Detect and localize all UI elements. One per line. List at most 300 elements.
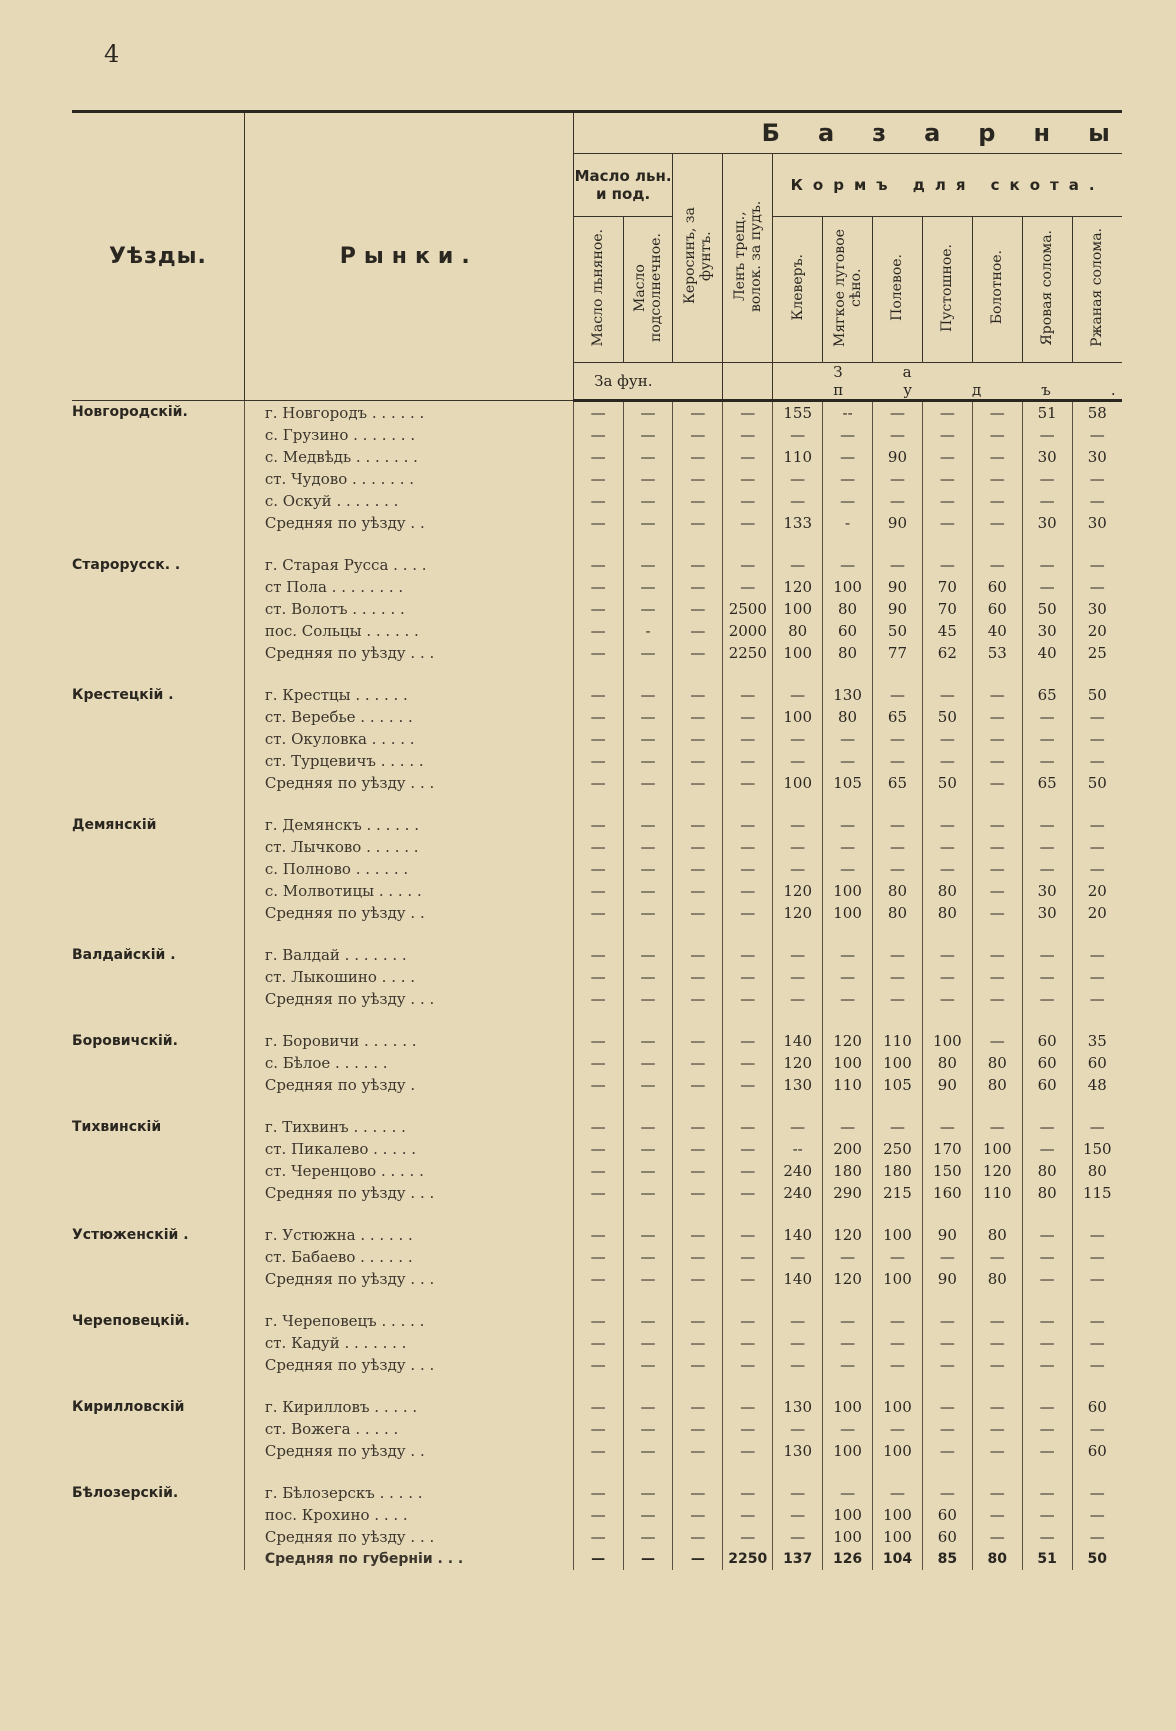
value-cell: — — [573, 446, 623, 468]
value-cell: — — [623, 728, 673, 750]
value-cell: — — [623, 880, 673, 902]
value-cell: 30 — [1022, 512, 1072, 534]
value-cell: — — [1022, 576, 1072, 598]
group-spacer — [72, 1096, 1122, 1116]
table-row — [72, 1182, 1122, 1204]
value-cell: 126 — [823, 1548, 873, 1570]
value-cell: 110 — [773, 446, 823, 468]
value-cell: — — [623, 401, 673, 425]
market-cell: с. Полново . . . . . . — [244, 858, 573, 880]
spacer-cell — [623, 1290, 673, 1310]
value-cell: 100 — [823, 1396, 873, 1418]
group-spacer — [72, 924, 1122, 944]
value-cell: 80 — [972, 1268, 1022, 1290]
uezd-cell — [72, 620, 244, 642]
value-cell: — — [673, 1246, 723, 1268]
value-cell: — — [922, 858, 972, 880]
value-cell: 50 — [922, 706, 972, 728]
value-cell: 140 — [773, 1224, 823, 1246]
uezd-cell — [72, 1504, 244, 1526]
spacer-cell — [573, 1204, 623, 1224]
value-cell: — — [922, 424, 972, 446]
spacer-cell — [573, 1096, 623, 1116]
spacer-cell — [972, 924, 1022, 944]
value-cell: — — [773, 1354, 823, 1376]
value-cell: — — [573, 858, 623, 880]
value-cell: — — [723, 1052, 773, 1074]
value-cell: 40 — [1022, 642, 1072, 664]
value-cell: — — [673, 750, 723, 772]
value-cell: — — [972, 944, 1022, 966]
value-cell: — — [673, 1396, 723, 1418]
spacer-cell — [72, 1096, 244, 1116]
market-cell: с. Оскуй . . . . . . . — [244, 490, 573, 512]
value-cell: 110 — [873, 1030, 923, 1052]
value-cell: — — [823, 944, 873, 966]
value-cell: — — [972, 1354, 1022, 1376]
value-cell: — — [673, 706, 723, 728]
market-cell: Средняя по уѣзду . . — [244, 902, 573, 924]
spacer-cell — [773, 1462, 823, 1482]
uezd-cell — [72, 902, 244, 924]
value-cell: — — [972, 1246, 1022, 1268]
value-cell: — — [573, 1482, 623, 1504]
value-cell: — — [623, 684, 673, 706]
value-cell: — — [873, 814, 923, 836]
value-cell: — — [673, 1354, 723, 1376]
value-cell: 110 — [823, 1074, 873, 1096]
value-cell: — — [673, 1310, 723, 1332]
table-row — [72, 1052, 1122, 1074]
value-cell: — — [723, 988, 773, 1010]
uezd-cell — [72, 966, 244, 988]
value-cell: — — [873, 1482, 923, 1504]
value-cell: 53 — [972, 642, 1022, 664]
spacer-cell — [1022, 664, 1072, 684]
spacer-cell — [72, 1290, 244, 1310]
value-cell: — — [922, 944, 972, 966]
value-cell: 104 — [873, 1548, 923, 1570]
value-cell: — — [723, 750, 773, 772]
value-cell: — — [723, 880, 773, 902]
value-cell: — — [673, 554, 723, 576]
value-cell: 50 — [1022, 598, 1072, 620]
value-cell: 130 — [773, 1440, 823, 1462]
value-cell: — — [673, 728, 723, 750]
value-cell: — — [972, 966, 1022, 988]
spacer-cell — [823, 1290, 873, 1310]
value-cell: 90 — [873, 512, 923, 534]
group-spacer — [72, 1290, 1122, 1310]
value-cell: 290 — [823, 1182, 873, 1204]
value-cell: 45 — [922, 620, 972, 642]
spacer-cell — [922, 1462, 972, 1482]
market-cell: г. Валдай . . . . . . . — [244, 944, 573, 966]
spacer-cell — [922, 1204, 972, 1224]
value-cell: 140 — [773, 1268, 823, 1290]
value-cell: — — [723, 1160, 773, 1182]
value-cell: 80 — [823, 598, 873, 620]
uezd-name: Бѣлозерскій. — [72, 1485, 179, 1501]
uezd-cell — [72, 836, 244, 858]
value-cell: 90 — [922, 1074, 972, 1096]
value-cell: — — [972, 880, 1022, 902]
spacer-cell — [823, 664, 873, 684]
table-row — [72, 1074, 1122, 1096]
spacer-cell — [623, 1462, 673, 1482]
value-cell: 65 — [1022, 772, 1072, 794]
value-cell: — — [673, 1332, 723, 1354]
value-cell: 120 — [773, 902, 823, 924]
header-maslo-group: Масло льн. и под. — [573, 154, 673, 217]
uezd-cell — [72, 598, 244, 620]
value-cell: 105 — [823, 772, 873, 794]
spacer-cell — [673, 1462, 723, 1482]
uezd-cell — [72, 858, 244, 880]
value-cell: 80 — [773, 620, 823, 642]
value-cell: — — [972, 728, 1022, 750]
value-cell: — — [1022, 1504, 1072, 1526]
table-row — [72, 1354, 1122, 1376]
value-cell: — — [723, 836, 773, 858]
value-cell: — — [623, 1246, 673, 1268]
spacer-cell — [873, 534, 923, 554]
group-spacer — [72, 1376, 1122, 1396]
value-cell: 60 — [922, 1504, 972, 1526]
value-cell: 80 — [873, 902, 923, 924]
value-cell: — — [823, 554, 873, 576]
value-cell: 137 — [773, 1548, 823, 1570]
uezd-name: Кирилловскій — [72, 1399, 185, 1415]
value-cell: — — [723, 554, 773, 576]
value-cell: — — [873, 966, 923, 988]
table-row — [72, 1224, 1122, 1246]
value-cell: — — [1022, 858, 1072, 880]
spacer-cell — [873, 1462, 923, 1482]
uezd-name: Демянскій — [72, 817, 157, 833]
value-cell: — — [573, 1246, 623, 1268]
value-cell: — — [972, 858, 1022, 880]
value-cell: — — [673, 1268, 723, 1290]
value-cell: — — [1022, 728, 1072, 750]
spacer-cell — [673, 794, 723, 814]
value-cell: 77 — [873, 642, 923, 664]
value-cell: — — [673, 772, 723, 794]
uezd-cell — [72, 1440, 244, 1462]
value-cell: — — [1072, 836, 1122, 858]
value-cell: — — [922, 1440, 972, 1462]
value-cell: — — [623, 1074, 673, 1096]
spacer-cell — [573, 1010, 623, 1030]
spacer-cell — [623, 1096, 673, 1116]
price-table — [72, 110, 1176, 1570]
spacer-cell — [244, 1462, 573, 1482]
spacer-cell — [244, 1096, 573, 1116]
value-cell: — — [1022, 424, 1072, 446]
value-cell: — — [823, 1246, 873, 1268]
value-cell: — — [723, 1116, 773, 1138]
value-cell: — — [673, 1224, 723, 1246]
value-cell: — — [673, 1182, 723, 1204]
spacer-cell — [723, 1096, 773, 1116]
value-cell: — — [723, 401, 773, 425]
value-cell: 80 — [922, 902, 972, 924]
value-cell: — — [1072, 490, 1122, 512]
market-cell: г. Новгородъ . . . . . . — [244, 401, 573, 425]
value-cell: — — [723, 1138, 773, 1160]
value-cell: — — [673, 468, 723, 490]
value-cell: — — [573, 880, 623, 902]
value-cell: — — [773, 424, 823, 446]
value-cell: — — [922, 490, 972, 512]
market-cell: с. Молвотицы . . . . . — [244, 880, 573, 902]
value-cell: 100 — [773, 598, 823, 620]
value-cell: — — [873, 1418, 923, 1440]
value-cell: 120 — [823, 1224, 873, 1246]
market-cell: ст. Кадуй . . . . . . . — [244, 1332, 573, 1354]
table-row — [72, 1396, 1122, 1418]
market-cell: ст. Лычково . . . . . . — [244, 836, 573, 858]
value-cell: — — [673, 902, 723, 924]
value-cell: — — [573, 1182, 623, 1204]
uezd-name: Череповецкій. — [72, 1313, 190, 1329]
value-cell: — — [723, 1332, 773, 1354]
market-cell: с. Медвѣдь . . . . . . . — [244, 446, 573, 468]
value-cell: — — [623, 1310, 673, 1332]
spacer-cell — [623, 924, 673, 944]
spacer-cell — [873, 1204, 923, 1224]
value-cell: 100 — [823, 1052, 873, 1074]
value-cell: — — [873, 684, 923, 706]
table-row — [72, 1332, 1122, 1354]
market-cell: Средняя по губерніи . . . — [244, 1548, 573, 1570]
uezd-cell — [72, 728, 244, 750]
value-cell: 120 — [972, 1160, 1022, 1182]
value-cell: 51 — [1022, 1548, 1072, 1570]
spacer-cell — [244, 664, 573, 684]
table-row — [72, 1526, 1122, 1548]
value-cell: — — [623, 1482, 673, 1504]
value-cell: — — [1072, 1268, 1122, 1290]
value-cell: — — [1072, 1310, 1122, 1332]
value-cell: — — [623, 642, 673, 664]
value-cell: 130 — [773, 1074, 823, 1096]
spacer-cell — [72, 664, 244, 684]
spacer-cell — [623, 1376, 673, 1396]
value-cell: — — [723, 1182, 773, 1204]
value-cell: 120 — [823, 1030, 873, 1052]
uezd-cell — [72, 1182, 244, 1204]
value-cell: — — [623, 858, 673, 880]
spacer-cell — [773, 1290, 823, 1310]
value-cell: 90 — [873, 446, 923, 468]
spacer-cell — [873, 1096, 923, 1116]
spacer-cell — [1022, 534, 1072, 554]
spacer-cell — [244, 924, 573, 944]
value-cell: — — [623, 706, 673, 728]
uezd-cell — [72, 1074, 244, 1096]
value-cell: — — [773, 1418, 823, 1440]
value-cell: — — [623, 1548, 673, 1570]
value-cell: — — [723, 684, 773, 706]
uezd-cell — [72, 750, 244, 772]
value-cell: 90 — [922, 1224, 972, 1246]
market-cell: г. Крестцы . . . . . . — [244, 684, 573, 706]
uezd-name: Валдайскій . — [72, 947, 176, 963]
value-cell: 130 — [823, 684, 873, 706]
value-cell: — — [673, 1504, 723, 1526]
value-cell: — — [773, 1116, 823, 1138]
value-cell: — — [1072, 1504, 1122, 1526]
value-cell: — — [623, 902, 673, 924]
value-cell: — — [873, 1116, 923, 1138]
table-body — [72, 401, 1122, 1571]
value-cell: — — [673, 1030, 723, 1052]
value-cell: — — [922, 836, 972, 858]
value-cell: — — [723, 814, 773, 836]
market-cell: ст. Вожега . . . . . — [244, 1418, 573, 1440]
spacer-cell — [873, 1010, 923, 1030]
value-cell: 50 — [1072, 684, 1122, 706]
spacer-cell — [922, 1096, 972, 1116]
uezd-cell — [72, 988, 244, 1010]
value-cell: — — [1072, 1418, 1122, 1440]
table-row — [72, 401, 1122, 425]
spacer-cell — [922, 794, 972, 814]
spacer-cell — [1022, 794, 1072, 814]
group-spacer — [72, 664, 1122, 684]
market-cell: Средняя по уѣзду . . . — [244, 1354, 573, 1376]
value-cell: — — [623, 1030, 673, 1052]
value-cell: 60 — [1022, 1030, 1072, 1052]
value-cell: 100 — [823, 880, 873, 902]
value-cell: — — [1072, 1482, 1122, 1504]
value-cell: — — [573, 401, 623, 425]
value-cell: 50 — [1072, 1548, 1122, 1570]
header-bazar: Базарны — [573, 112, 1122, 154]
value-cell: — — [922, 1246, 972, 1268]
value-cell: — — [922, 1418, 972, 1440]
market-cell: г. Старая Русса . . . . — [244, 554, 573, 576]
value-cell: 65 — [873, 706, 923, 728]
header-polevoe: Полевое. — [873, 217, 923, 363]
spacer-cell — [623, 794, 673, 814]
value-cell: — — [723, 1440, 773, 1462]
uezd-cell — [72, 512, 244, 534]
value-cell: — — [972, 1526, 1022, 1548]
value-cell: 180 — [823, 1160, 873, 1182]
value-cell: 115 — [1072, 1182, 1122, 1204]
page-number: 4 — [104, 40, 120, 68]
value-cell: 100 — [873, 1052, 923, 1074]
value-cell: — — [823, 1418, 873, 1440]
value-cell: — — [723, 490, 773, 512]
spacer-cell — [673, 924, 723, 944]
spacer-cell — [823, 1096, 873, 1116]
value-cell: — — [573, 1332, 623, 1354]
value-cell: — — [623, 1052, 673, 1074]
spacer-cell — [244, 794, 573, 814]
market-cell: ст. Чудово . . . . . . . — [244, 468, 573, 490]
market-cell: Средняя по уѣзду . . . — [244, 988, 573, 1010]
value-cell: — — [573, 750, 623, 772]
spacer-cell — [623, 1010, 673, 1030]
value-cell: — — [673, 1116, 723, 1138]
spacer-cell — [723, 1204, 773, 1224]
spacer-cell — [972, 534, 1022, 554]
market-cell: Средняя по уѣзду . . . — [244, 1268, 573, 1290]
value-cell: 51 — [1022, 401, 1072, 425]
spacer-cell — [673, 1010, 723, 1030]
value-cell: — — [873, 1354, 923, 1376]
spacer-cell — [573, 1290, 623, 1310]
spacer-cell — [773, 1096, 823, 1116]
value-cell: — — [723, 902, 773, 924]
value-cell: — — [1072, 944, 1122, 966]
value-cell: — — [922, 1332, 972, 1354]
value-cell: — — [623, 490, 673, 512]
value-cell: — — [972, 1482, 1022, 1504]
spacer-cell — [72, 534, 244, 554]
value-cell: — — [623, 1354, 673, 1376]
value-cell: 60 — [1022, 1074, 1072, 1096]
spacer-cell — [1022, 1204, 1072, 1224]
value-cell: — — [673, 1074, 723, 1096]
value-cell: — — [573, 772, 623, 794]
value-cell: 60 — [1072, 1396, 1122, 1418]
value-cell: — — [1022, 1354, 1072, 1376]
value-cell: — — [623, 468, 673, 490]
value-cell: 50 — [922, 772, 972, 794]
value-cell: — — [972, 468, 1022, 490]
group-spacer — [72, 534, 1122, 554]
value-cell: — — [623, 424, 673, 446]
value-cell: — — [773, 966, 823, 988]
value-cell: 90 — [873, 576, 923, 598]
value-cell: — — [573, 1548, 623, 1570]
header-maslo-lnyanoe: Масло льняное. — [573, 217, 623, 363]
value-cell: 100 — [823, 1440, 873, 1462]
value-cell: — — [623, 576, 673, 598]
spacer-cell — [1072, 1462, 1122, 1482]
value-cell: — — [1022, 1224, 1072, 1246]
value-cell: 50 — [1072, 772, 1122, 794]
header-korm-group: Кормъ для скота. — [773, 154, 1122, 217]
value-cell: 30 — [1072, 446, 1122, 468]
spacer-cell — [673, 1096, 723, 1116]
value-cell: — — [922, 966, 972, 988]
value-cell: 240 — [773, 1182, 823, 1204]
spacer-cell — [922, 1010, 972, 1030]
value-cell: — — [922, 512, 972, 534]
table-row — [72, 1268, 1122, 1290]
market-cell: пос. Крохино . . . . — [244, 1504, 573, 1526]
value-cell: — — [1072, 1116, 1122, 1138]
value-cell: — — [673, 1526, 723, 1548]
spacer-cell — [922, 924, 972, 944]
value-cell: — — [873, 858, 923, 880]
value-cell: 110 — [972, 1182, 1022, 1204]
table-row — [72, 772, 1122, 794]
spacer-cell — [573, 534, 623, 554]
value-cell: — — [972, 424, 1022, 446]
value-cell: 120 — [823, 1268, 873, 1290]
market-cell: ст. Веребье . . . . . . — [244, 706, 573, 728]
value-cell: — — [673, 880, 723, 902]
header-rzhanaya-soloma: Ржаная солома. — [1072, 217, 1122, 363]
spacer-cell — [72, 1376, 244, 1396]
table-row — [72, 1310, 1122, 1332]
